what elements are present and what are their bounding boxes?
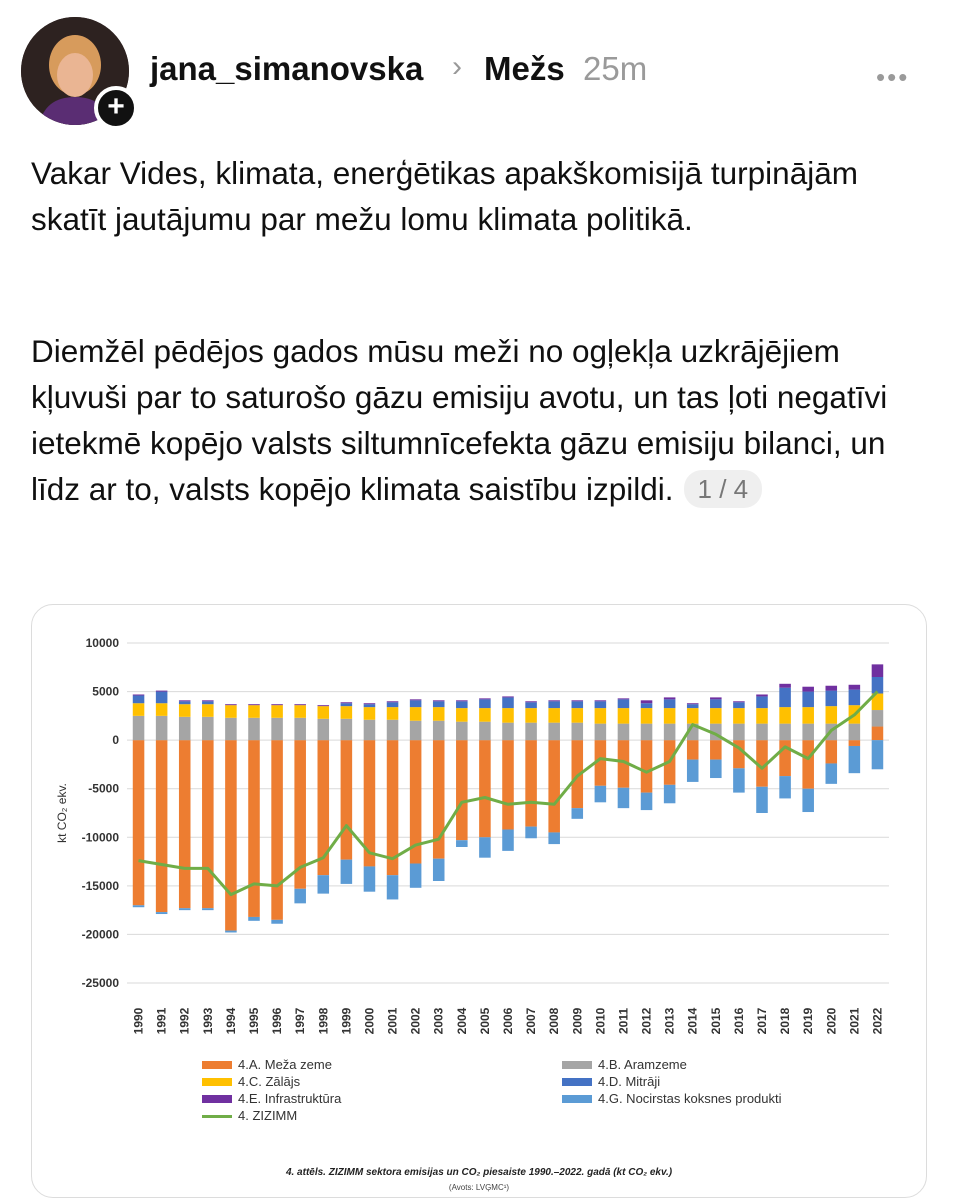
bar-segment bbox=[733, 724, 745, 741]
bar-segment bbox=[433, 859, 445, 881]
y-tick-label: 5000 bbox=[92, 684, 119, 699]
bar-segment bbox=[364, 703, 376, 704]
bar-segment bbox=[687, 708, 699, 724]
bar-segment bbox=[225, 718, 237, 740]
bar-segment bbox=[548, 701, 560, 708]
x-tick-label: 2008 bbox=[547, 1007, 562, 1035]
bar-segment bbox=[710, 740, 722, 759]
legend-label: 4.A. Meža zeme bbox=[238, 1057, 332, 1072]
bar-segment bbox=[318, 740, 330, 875]
bar-segment bbox=[179, 908, 191, 910]
bar-segment bbox=[525, 740, 537, 826]
x-tick-label: 2004 bbox=[454, 1007, 469, 1035]
chevron-right-icon: › bbox=[452, 50, 462, 83]
bar-segment bbox=[710, 708, 722, 724]
x-tick-label: 1996 bbox=[270, 1007, 285, 1035]
bar-segment bbox=[410, 700, 422, 707]
bar-segment bbox=[525, 708, 537, 723]
bar-segment bbox=[502, 740, 514, 829]
bar-segment bbox=[248, 718, 260, 740]
bar-segment bbox=[572, 723, 584, 740]
x-tick-label: 1994 bbox=[223, 1007, 238, 1035]
bar-segment bbox=[133, 703, 145, 716]
legend-label: 4.B. Aramzeme bbox=[598, 1057, 687, 1072]
legend-label: 4.E. Infrastruktūra bbox=[238, 1091, 342, 1106]
legend-swatch bbox=[202, 1095, 232, 1103]
bar-segment bbox=[664, 708, 676, 724]
bar-segment bbox=[756, 708, 768, 724]
bar-segment bbox=[733, 768, 745, 792]
bar-segment bbox=[826, 686, 838, 691]
bar-segment bbox=[548, 832, 560, 844]
bar-segment bbox=[548, 708, 560, 723]
bar-segment bbox=[779, 707, 791, 724]
bar-segment bbox=[387, 702, 399, 707]
y-tick-label: -5000 bbox=[88, 781, 119, 796]
bar-segment bbox=[225, 931, 237, 933]
bar-segment bbox=[364, 720, 376, 740]
bar-segment bbox=[733, 702, 745, 708]
bar-segment bbox=[456, 700, 468, 701]
post-paragraph-2-text: Diemžēl pēdējos gados mūsu meži no ogļekļa uzkrājējiem kļuvuši par to saturošo gāzu emisiju avotu, un tas ļoti negatīvi ietekmē kopējo valsts siltumnīcefekta gāzu emisiju bilanci, un līdz ar to, valsts kopējo klimata saistību izpildi. bbox=[31, 333, 888, 507]
bar-segment bbox=[849, 685, 861, 690]
bar-segment bbox=[179, 701, 191, 704]
bar-segment bbox=[525, 723, 537, 740]
bar-segment bbox=[225, 705, 237, 718]
x-tick-label: 2021 bbox=[847, 1007, 862, 1035]
bar-segment bbox=[271, 718, 283, 740]
bar-segment bbox=[202, 717, 214, 740]
x-tick-label: 2011 bbox=[616, 1007, 631, 1035]
x-tick-label: 2018 bbox=[778, 1007, 793, 1035]
bar-segment bbox=[433, 700, 445, 701]
y-tick-label: 0 bbox=[112, 733, 119, 748]
bar-segment bbox=[756, 696, 768, 708]
bar-segment bbox=[641, 793, 653, 810]
bar-segment bbox=[618, 699, 630, 708]
x-tick-label: 1992 bbox=[177, 1007, 192, 1035]
x-tick-label: 2013 bbox=[662, 1007, 677, 1035]
x-tick-label: 2016 bbox=[731, 1007, 746, 1035]
bar-segment bbox=[733, 701, 745, 702]
bar-segment bbox=[641, 700, 653, 703]
bar-segment bbox=[294, 705, 306, 718]
bar-segment bbox=[572, 700, 584, 701]
bar-segment bbox=[802, 687, 814, 692]
bar-segment bbox=[802, 724, 814, 741]
x-tick-label: 2007 bbox=[524, 1007, 539, 1035]
x-tick-label: 2002 bbox=[408, 1007, 423, 1035]
community-link[interactable]: Mežs bbox=[484, 50, 565, 87]
y-tick-label: -25000 bbox=[81, 976, 119, 990]
x-tick-label: 1999 bbox=[339, 1007, 354, 1035]
x-tick-label: 2015 bbox=[708, 1007, 723, 1035]
legend-swatch bbox=[562, 1078, 592, 1086]
bar-segment bbox=[595, 701, 607, 708]
bar-segment bbox=[133, 695, 145, 703]
bar-segment bbox=[502, 723, 514, 740]
x-tick-label: 1993 bbox=[200, 1007, 215, 1035]
bar-segment bbox=[664, 724, 676, 741]
legend-swatch bbox=[562, 1061, 592, 1069]
bar-segment bbox=[826, 740, 838, 763]
bar-segment bbox=[318, 875, 330, 893]
bar-segment bbox=[202, 740, 214, 908]
x-tick-label: 2017 bbox=[755, 1007, 769, 1035]
bar-segment bbox=[687, 703, 699, 704]
bar-segment bbox=[456, 722, 468, 740]
bar-segment bbox=[156, 691, 168, 692]
bar-segment bbox=[271, 705, 283, 718]
bar-segment bbox=[595, 724, 607, 741]
y-tick-label: 10000 bbox=[85, 636, 119, 650]
chart-legend bbox=[32, 1057, 926, 1137]
x-tick-label: 2005 bbox=[477, 1007, 492, 1035]
bar-segment bbox=[225, 704, 237, 705]
bar-segment bbox=[872, 710, 884, 727]
image-counter-badge: 1 / 4 bbox=[684, 470, 763, 508]
x-tick-label: 1997 bbox=[293, 1007, 308, 1035]
bar-segment bbox=[133, 905, 145, 907]
bar-segment bbox=[641, 708, 653, 724]
bar-segment bbox=[687, 704, 699, 708]
legend-swatch bbox=[202, 1115, 232, 1118]
bar-segment bbox=[387, 720, 399, 740]
bar-segment bbox=[802, 692, 814, 708]
post-timestamp: 25m bbox=[583, 50, 648, 87]
bar-segment bbox=[410, 864, 422, 888]
bar-segment bbox=[849, 740, 861, 746]
bar-segment bbox=[202, 704, 214, 717]
bar-segment bbox=[156, 740, 168, 912]
bar-segment bbox=[156, 912, 168, 914]
bar-segment bbox=[341, 860, 353, 884]
bar-segment bbox=[318, 719, 330, 740]
bar-segment bbox=[710, 697, 722, 699]
bar-segment bbox=[664, 697, 676, 699]
bar-segment bbox=[341, 702, 353, 703]
bar-segment bbox=[826, 706, 838, 723]
bar-segment bbox=[779, 724, 791, 741]
x-tick-label: 2022 bbox=[870, 1007, 885, 1035]
bar-segment bbox=[710, 760, 722, 778]
bar-segment bbox=[341, 703, 353, 706]
y-tick-label: -10000 bbox=[81, 830, 119, 845]
bar-segment bbox=[595, 786, 607, 803]
bar-segment bbox=[294, 718, 306, 740]
chart-caption: 4. attēls. ZIZIMM sektora emisijas un CO₂ piesaiste 1990.–2022. gadā (kt CO₂ ekv.) bbox=[285, 1167, 673, 1178]
bar-segment bbox=[364, 707, 376, 720]
bar-segment bbox=[202, 908, 214, 910]
bar-segment bbox=[548, 740, 560, 832]
bar-segment bbox=[849, 724, 861, 741]
bar-segment bbox=[318, 705, 330, 706]
legend-swatch bbox=[562, 1095, 592, 1103]
bar-segment bbox=[133, 716, 145, 740]
bar-segment bbox=[387, 701, 399, 702]
bar-segment bbox=[248, 740, 260, 917]
bar-segment bbox=[548, 723, 560, 740]
bar-segment bbox=[872, 677, 884, 694]
bar-segment bbox=[641, 740, 653, 792]
x-tick-label: 1991 bbox=[154, 1007, 169, 1035]
bar-segment bbox=[410, 707, 422, 721]
bar-segment bbox=[595, 708, 607, 724]
bar-segment bbox=[179, 700, 191, 701]
chart-image-card[interactable] bbox=[31, 604, 927, 1198]
post-paragraph-1: Vakar Vides, klimata, enerģētikas apakškomisijā turpinājām skatīt jautājumu par mežu lomu klimata politikā. bbox=[31, 155, 858, 237]
bar-segment bbox=[479, 708, 491, 722]
bar-segment bbox=[872, 740, 884, 769]
x-tick-label: 2003 bbox=[431, 1007, 446, 1035]
x-tick-label: 2019 bbox=[801, 1007, 816, 1035]
legend-label: 4. ZIZIMM bbox=[238, 1108, 298, 1123]
bar-segment bbox=[271, 920, 283, 924]
bar-segment bbox=[641, 703, 653, 708]
bar-segment bbox=[733, 708, 745, 724]
x-tick-label: 2012 bbox=[639, 1007, 654, 1035]
bar-segment bbox=[687, 740, 699, 759]
bar-segment bbox=[595, 700, 607, 701]
x-tick-label: 2001 bbox=[385, 1007, 400, 1035]
bar-segment bbox=[687, 760, 699, 782]
bar-segment bbox=[364, 866, 376, 891]
bar-segment bbox=[756, 694, 768, 696]
bar-segment bbox=[849, 746, 861, 773]
bar-segment bbox=[133, 694, 145, 695]
bar-segment bbox=[248, 704, 260, 705]
bar-segment bbox=[802, 789, 814, 812]
y-tick-label: -20000 bbox=[81, 927, 119, 942]
x-tick-label: 1990 bbox=[131, 1007, 146, 1035]
bar-segment bbox=[872, 727, 884, 741]
bar-segment bbox=[618, 788, 630, 808]
y-tick-label: -15000 bbox=[81, 878, 119, 893]
bar-segment bbox=[572, 701, 584, 708]
bar-segment bbox=[479, 722, 491, 740]
bar-segment bbox=[202, 701, 214, 704]
bar-segment bbox=[410, 699, 422, 700]
bar-segment bbox=[572, 708, 584, 723]
bar-segment bbox=[179, 717, 191, 740]
bar-segment bbox=[802, 707, 814, 724]
bar-segment bbox=[433, 707, 445, 721]
bar-segment bbox=[456, 701, 468, 708]
x-tick-label: 2014 bbox=[685, 1007, 700, 1035]
bar-segment bbox=[341, 706, 353, 719]
bar-segment bbox=[433, 701, 445, 707]
bar-segment bbox=[525, 701, 537, 702]
legend-swatch bbox=[202, 1078, 232, 1086]
more-options-icon[interactable]: ••• bbox=[876, 62, 910, 92]
x-tick-label: 2010 bbox=[593, 1007, 608, 1035]
bar-segment bbox=[294, 889, 306, 904]
bar-segment bbox=[826, 691, 838, 707]
bar-segment bbox=[502, 830, 514, 851]
legend-label: 4.C. Zālājs bbox=[238, 1074, 301, 1089]
legend-label: 4.G. Nocirstas koksnes produkti bbox=[598, 1091, 782, 1106]
bar-segment bbox=[156, 703, 168, 716]
bar-segment bbox=[271, 740, 283, 920]
bar-segment bbox=[548, 700, 560, 701]
bar-segment bbox=[364, 704, 376, 707]
bar-segment bbox=[294, 704, 306, 705]
bar-segment bbox=[826, 763, 838, 783]
bar-segment bbox=[456, 840, 468, 847]
bar-segment bbox=[133, 740, 145, 905]
bar-segment bbox=[664, 699, 676, 708]
post-paragraph-2 bbox=[31, 328, 931, 512]
bar-segment bbox=[479, 837, 491, 857]
bar-segment bbox=[341, 740, 353, 859]
x-tick-label: 2000 bbox=[362, 1007, 377, 1035]
bar-segment bbox=[756, 724, 768, 741]
bar-segment bbox=[756, 787, 768, 813]
bar-segment bbox=[479, 698, 491, 699]
bar-segment bbox=[710, 699, 722, 708]
bar-segment bbox=[202, 700, 214, 701]
legend-label: 4.D. Mitrāji bbox=[598, 1074, 661, 1089]
bar-segment bbox=[779, 776, 791, 798]
bar-segment bbox=[618, 724, 630, 741]
bar-segment bbox=[248, 705, 260, 718]
bar-segment bbox=[779, 688, 791, 707]
follow-plus-icon[interactable]: + bbox=[94, 86, 138, 130]
bar-segment bbox=[849, 690, 861, 706]
bar-segment bbox=[479, 740, 491, 837]
bar-segment bbox=[433, 721, 445, 740]
bar-segment bbox=[318, 706, 330, 719]
bar-segment bbox=[156, 692, 168, 704]
bar-segment bbox=[179, 704, 191, 717]
bar-segment bbox=[779, 684, 791, 688]
post-header bbox=[0, 0, 956, 140]
bar-segment bbox=[618, 698, 630, 699]
x-tick-label: 2009 bbox=[570, 1007, 585, 1035]
chart-source: (Avots: LVĢMC¹) bbox=[448, 1183, 510, 1192]
bar-segment bbox=[618, 708, 630, 724]
x-tick-label: 2020 bbox=[824, 1007, 839, 1035]
bar-segment bbox=[248, 917, 260, 921]
bar-segment bbox=[664, 785, 676, 803]
bar-segment bbox=[225, 740, 237, 930]
username-link[interactable]: jana_simanovska bbox=[150, 50, 424, 87]
bar-segment bbox=[641, 724, 653, 741]
bar-segment bbox=[387, 875, 399, 899]
bar-segment bbox=[456, 708, 468, 722]
bar-segment bbox=[572, 808, 584, 819]
bar-segment bbox=[802, 740, 814, 789]
bar-segment bbox=[156, 716, 168, 740]
bar-segment bbox=[525, 702, 537, 708]
bar-segment bbox=[502, 696, 514, 697]
x-tick-label: 1998 bbox=[316, 1007, 331, 1035]
x-tick-label: 2006 bbox=[501, 1007, 515, 1035]
bar-segment bbox=[410, 721, 422, 740]
y-axis-label: kt CO₂ ekv. bbox=[55, 783, 69, 843]
bar-segment bbox=[479, 699, 491, 708]
bar-segment bbox=[502, 697, 514, 708]
x-tick-label: 1995 bbox=[247, 1007, 261, 1035]
bar-segment bbox=[387, 707, 399, 720]
bar-segment bbox=[341, 719, 353, 740]
bar-segment bbox=[179, 740, 191, 908]
bar-segment bbox=[872, 664, 884, 677]
bar-segment bbox=[456, 740, 468, 840]
legend-swatch bbox=[202, 1061, 232, 1069]
bar-segment bbox=[525, 827, 537, 839]
bar-segment bbox=[502, 708, 514, 723]
bar-segment bbox=[271, 704, 283, 705]
